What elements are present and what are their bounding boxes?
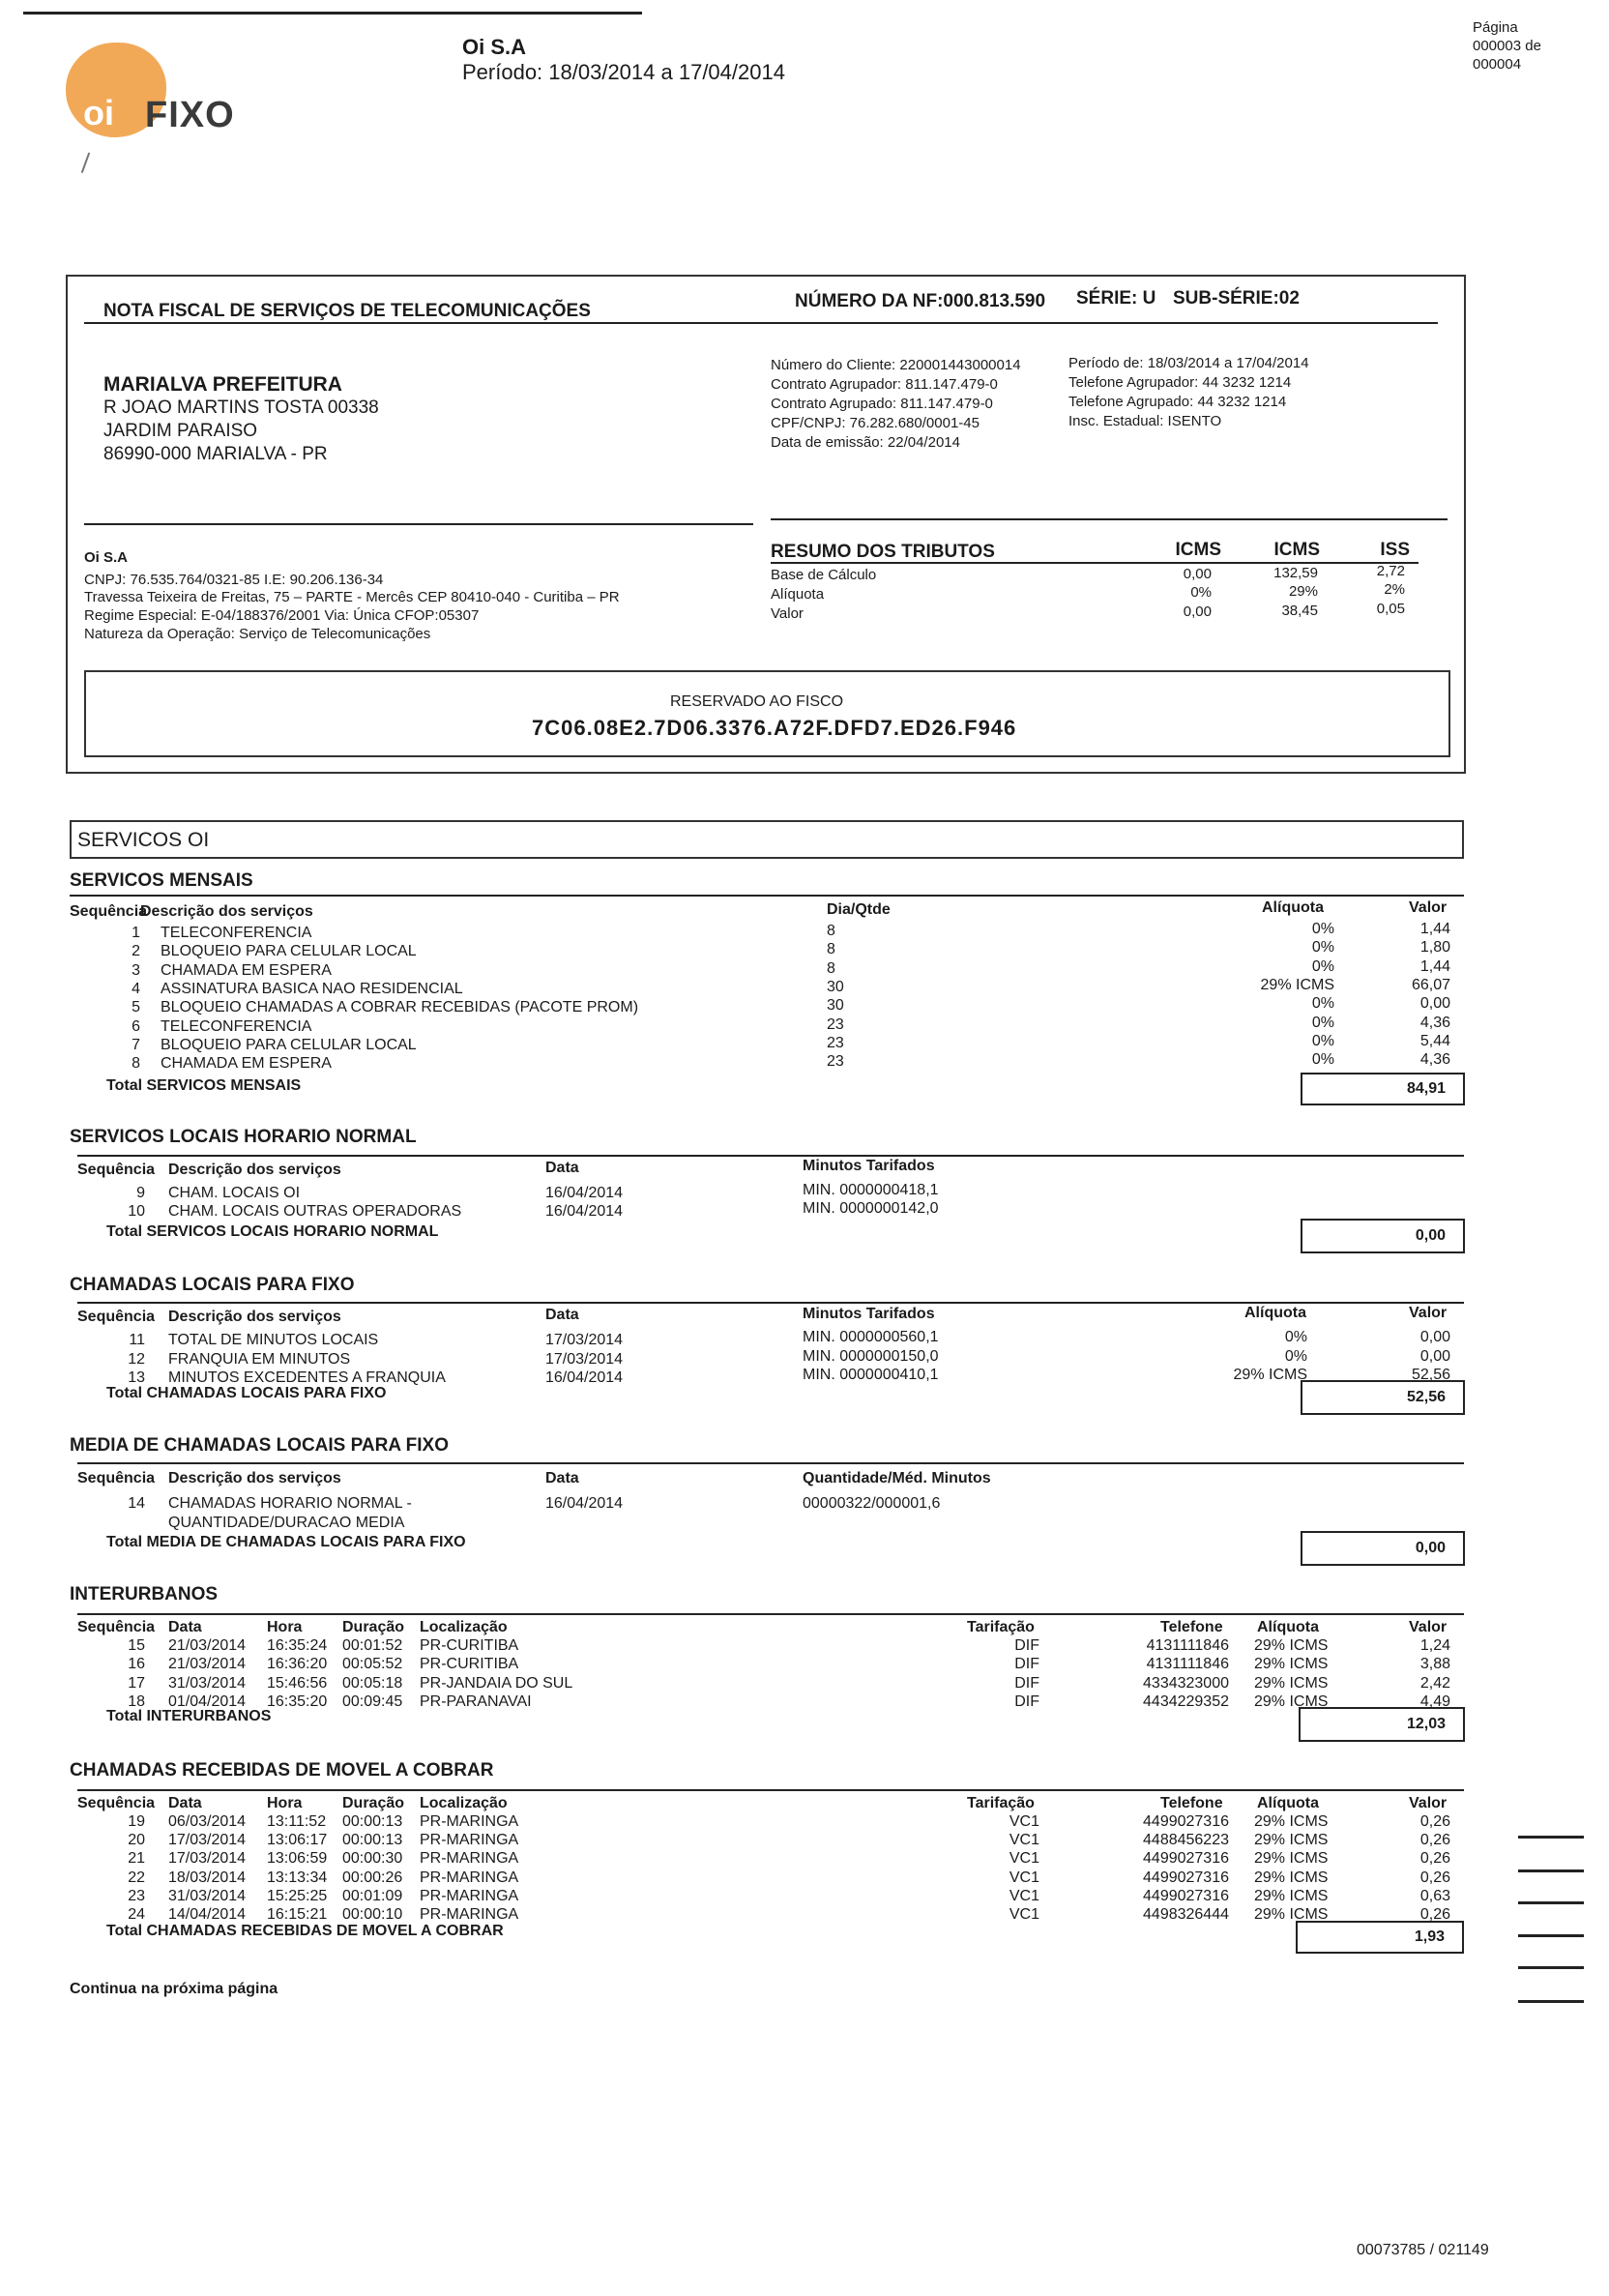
issuer-rule: [84, 523, 753, 525]
margin-tick: [1518, 1934, 1584, 1937]
locais-fixo-total-value: 52,56: [1406, 1389, 1446, 1405]
interurbanos-hdr: Telefone: [1160, 1619, 1223, 1635]
interurbanos-duration: 00:05:18: [342, 1674, 403, 1692]
locais-fixo-hdr-desc: Descrição dos serviços: [168, 1309, 341, 1325]
recebidas-hdr: Telefone: [1160, 1795, 1223, 1811]
recebidas-total-label: Total CHAMADAS RECEBIDAS DE MOVEL A COBRAR: [106, 1923, 504, 1939]
document-code: 00073785 / 021149: [1357, 2242, 1489, 2258]
recebidas-phone: 4499027316: [1143, 1813, 1229, 1830]
locais-fixo-hdr-min: Minutos Tarifados: [803, 1306, 935, 1322]
interurbanos-seq: 17: [128, 1674, 145, 1692]
interurbanos-rule: [77, 1613, 1464, 1615]
recebidas-seq: 21: [128, 1850, 145, 1868]
mensais-desc: CHAMADA EM ESPERA: [161, 1055, 332, 1073]
locais-fixo-min: MIN. 0000000150,0: [803, 1347, 939, 1365]
mensais-desc: BLOQUEIO PARA CELULAR LOCAL: [161, 943, 417, 960]
interurbanos-time: 16:35:20: [267, 1693, 328, 1710]
customer-district: JARDIM PARAISO: [103, 421, 258, 441]
interurbanos-tarifa: DIF: [1014, 1693, 1039, 1710]
locais-fixo-valor: 0,00: [1419, 1347, 1450, 1365]
recebidas-seq: 19: [128, 1813, 145, 1830]
period-detail: Período de: 18/03/2014 a 17/04/2014: [1068, 355, 1309, 371]
mensais-valor: 1,44: [1419, 921, 1450, 937]
media-rule: [77, 1462, 1464, 1464]
tributos-value: 132,59: [1273, 565, 1318, 581]
interurbanos-location: PR-PARANAVAI: [420, 1693, 532, 1710]
margin-tick: [1518, 1966, 1584, 1969]
locais-fixo-title: CHAMADAS LOCAIS PARA FIXO: [70, 1275, 355, 1295]
media-total-value: 0,00: [1415, 1540, 1446, 1556]
interurbanos-time: 16:36:20: [267, 1656, 328, 1673]
media-hdr-data: Data: [545, 1470, 579, 1487]
mensais-desc: ASSINATURA BASICA NAO RESIDENCIAL: [161, 980, 463, 997]
locais-normal-seq: 10: [128, 1203, 145, 1220]
interurbanos-phone: 4334323000: [1143, 1674, 1229, 1692]
locais-fixo-hdr-aliquota: Alíquota: [1244, 1305, 1306, 1321]
mensais-qtde: 23: [827, 1016, 844, 1033]
issuer-regime: Regime Especial: E-04/188376/2001 Via: Única CFOP:05307: [84, 607, 480, 624]
mensais-rule: [70, 895, 1464, 897]
locais-fixo-min: MIN. 0000000560,1: [803, 1329, 939, 1345]
telefone-agrupado: Telefone Agrupado: 44 3232 1214: [1068, 394, 1287, 410]
recebidas-time: 13:13:34: [267, 1869, 328, 1886]
mensais-seq: 3: [132, 961, 140, 979]
issuer-name: Oi S.A: [84, 549, 129, 566]
recebidas-hdr: Alíquota: [1257, 1795, 1319, 1811]
locais-fixo-seq: 12: [128, 1350, 145, 1368]
interurbanos-phone: 4131111846: [1146, 1637, 1229, 1654]
mensais-seq: 7: [132, 1036, 140, 1053]
issuer-natureza: Natureza da Operação: Serviço de Telecomunicações: [84, 626, 431, 642]
mensais-aliquota: 0%: [1311, 957, 1334, 975]
recebidas-total-box: [1296, 1921, 1464, 1954]
tributos-header-rule: [771, 562, 1419, 564]
fisco-label: RESERVADO AO FISCO: [670, 693, 844, 710]
customer-street: R JOAO MARTINS TOSTA 00338: [103, 397, 379, 418]
tributos-value: 0,00: [1183, 566, 1212, 582]
recebidas-date: 14/04/2014: [168, 1906, 247, 1923]
locais-normal-total-label: Total SERVICOS LOCAIS HORARIO NORMAL: [106, 1223, 439, 1240]
interurbanos-valor: 3,88: [1419, 1656, 1450, 1673]
recebidas-hdr: Tarifação: [967, 1795, 1035, 1811]
insc-estadual: Insc. Estadual: ISENTO: [1068, 413, 1222, 429]
interurbanos-seq: 15: [128, 1637, 145, 1654]
locais-normal-desc: CHAM. LOCAIS OUTRAS OPERADORAS: [168, 1203, 462, 1220]
media-total-label: Total MEDIA DE CHAMADAS LOCAIS PARA FIXO: [106, 1534, 466, 1550]
page-number: 000003 de: [1473, 38, 1541, 54]
recebidas-location: PR-MARINGA: [420, 1832, 519, 1849]
interurbanos-date: 01/04/2014: [168, 1693, 247, 1710]
media-hdr-desc: Descrição dos serviços: [168, 1470, 341, 1487]
tributos-value: 29%: [1288, 583, 1318, 600]
recebidas-aliquota: 29% ICMS: [1254, 1813, 1329, 1830]
mensais-aliquota: 29% ICMS: [1260, 976, 1334, 993]
interurbanos-hdr: Localização: [420, 1619, 508, 1635]
recebidas-tarifa: VC1: [1009, 1850, 1039, 1868]
interurbanos-time: 16:35:24: [267, 1637, 328, 1654]
recebidas-aliquota: 29% ICMS: [1254, 1832, 1329, 1849]
mensais-qtde: 23: [827, 1034, 844, 1051]
recebidas-aliquota: 29% ICMS: [1254, 1869, 1329, 1886]
recebidas-tarifa: VC1: [1009, 1906, 1039, 1923]
client-number: Número do Cliente: 220001443000014: [771, 357, 1021, 373]
media-title: MEDIA DE CHAMADAS LOCAIS PARA FIXO: [70, 1435, 449, 1456]
mensais-valor: 66,07: [1411, 976, 1450, 993]
contrato-agrupador: Contrato Agrupador: 811.147.479-0: [771, 376, 998, 393]
mensais-title: SERVICOS MENSAIS: [70, 870, 253, 891]
fisco-code: 7C06.08E2.7D06.3376.A72F.DFD7.ED26.F946: [532, 716, 1017, 740]
locais-fixo-valor: 52,56: [1411, 1367, 1450, 1383]
tributos-value: 2%: [1384, 581, 1405, 598]
recebidas-tarifa: VC1: [1009, 1869, 1039, 1886]
recebidas-phone: 4499027316: [1143, 1887, 1229, 1904]
interurbanos-total-box: [1299, 1707, 1465, 1742]
locais-normal-min: MIN. 0000000418,1: [803, 1182, 939, 1198]
nf-number: NÚMERO DA NF:000.813.590: [795, 291, 1046, 311]
nf-subserie: SUB-SÉRIE:02: [1173, 288, 1300, 309]
interurbanos-time: 15:46:56: [267, 1674, 328, 1692]
interurbanos-total-value: 12,03: [1406, 1716, 1446, 1732]
mensais-valor: 1,44: [1419, 957, 1450, 975]
locais-normal-total-box: [1301, 1219, 1465, 1253]
interurbanos-title: INTERURBANOS: [70, 1584, 219, 1604]
mensais-hdr-qtde: Dia/Qtde: [827, 901, 891, 918]
interurbanos-duration: 00:09:45: [342, 1693, 403, 1710]
mensais-qtde: 30: [827, 978, 844, 995]
interurbanos-date: 31/03/2014: [168, 1674, 247, 1692]
recebidas-aliquota: 29% ICMS: [1254, 1850, 1329, 1868]
tributos-row-label: Alíquota: [771, 586, 825, 603]
interurbanos-location: PR-CURITIBA: [420, 1637, 519, 1654]
mensais-valor: 5,44: [1419, 1032, 1450, 1049]
recebidas-seq: 20: [128, 1832, 145, 1849]
interurbanos-date: 21/03/2014: [168, 1637, 247, 1654]
locais-fixo-desc: MINUTOS EXCEDENTES A FRANQUIA: [168, 1369, 446, 1386]
mensais-seq: 2: [132, 943, 140, 960]
mensais-hdr-seq: Sequência: [70, 903, 148, 920]
recebidas-time: 13:06:59: [267, 1850, 328, 1868]
page-total: 000004: [1473, 56, 1522, 73]
locais-fixo-rule: [77, 1302, 1464, 1304]
recebidas-time: 13:06:17: [267, 1832, 328, 1849]
recebidas-valor: 0,63: [1419, 1887, 1450, 1904]
mensais-aliquota: 0%: [1311, 921, 1334, 937]
mensais-hdr-valor: Valor: [1409, 899, 1448, 916]
nf-title-rule: [84, 322, 1438, 324]
recebidas-location: PR-MARINGA: [420, 1813, 519, 1830]
interurbanos-hdr: Alíquota: [1257, 1619, 1319, 1635]
locais-normal-desc: CHAM. LOCAIS OI: [168, 1185, 301, 1201]
locais-fixo-date: 17/03/2014: [545, 1332, 624, 1348]
mensais-valor: 1,80: [1419, 939, 1450, 957]
recebidas-valor: 0,26: [1419, 1906, 1450, 1923]
locais-normal-hdr-desc: Descrição dos serviços: [168, 1162, 341, 1178]
customer-name: MARIALVA PREFEITURA: [103, 373, 342, 396]
issuer-cnpj: CNPJ: 76.535.764/0321-85 I.E: 90.206.136-34: [84, 572, 384, 588]
interurbanos-tarifa: DIF: [1014, 1656, 1039, 1673]
mensais-aliquota: 0%: [1311, 1014, 1334, 1031]
recebidas-phone: 4499027316: [1143, 1850, 1229, 1868]
mensais-qtde: 8: [827, 923, 835, 939]
tributos-rule: [771, 518, 1448, 520]
interurbanos-aliquota: 29% ICMS: [1254, 1637, 1329, 1654]
mensais-desc: TELECONFERENCIA: [161, 1017, 312, 1035]
recebidas-seq: 24: [128, 1906, 145, 1923]
tributos-value: 2,72: [1376, 563, 1405, 579]
logo-fixo-text: FIXO: [145, 95, 235, 135]
mensais-qtde: 8: [827, 959, 835, 977]
recebidas-total-value: 1,93: [1414, 1928, 1445, 1945]
recebidas-time: 16:15:21: [267, 1906, 328, 1923]
locais-fixo-aliquota: 29% ICMS: [1233, 1367, 1307, 1383]
interurbanos-tarifa: DIF: [1014, 1674, 1039, 1692]
tributos-value: 38,45: [1281, 603, 1318, 619]
interurbanos-hdr: Hora: [267, 1619, 303, 1635]
tributos-row-label: Base de Cálculo: [771, 567, 877, 583]
interurbanos-valor: 2,42: [1419, 1674, 1450, 1692]
recebidas-tarifa: VC1: [1009, 1832, 1039, 1849]
interurbanos-date: 21/03/2014: [168, 1656, 247, 1673]
mensais-valor: 4,36: [1419, 1051, 1450, 1069]
locais-normal-date: 16/04/2014: [545, 1203, 624, 1220]
locais-fixo-hdr-data: Data: [545, 1307, 579, 1323]
issue-date: Data de emissão: 22/04/2014: [771, 434, 960, 451]
media-desc-line1: CHAMADAS HORARIO NORMAL -: [168, 1495, 412, 1512]
interurbanos-valor: 1,24: [1419, 1637, 1450, 1654]
tributos-title: RESUMO DOS TRIBUTOS: [771, 542, 995, 562]
locais-fixo-seq: 13: [128, 1369, 145, 1386]
interurbanos-hdr: Valor: [1409, 1619, 1448, 1635]
media-total-box: [1301, 1531, 1465, 1566]
tributos-col-icms-2: ICMS: [1273, 540, 1320, 560]
continue-note: Continua na próxima página: [70, 1981, 278, 1997]
mensais-aliquota: 0%: [1311, 995, 1334, 1013]
locais-fixo-aliquota: 0%: [1284, 1347, 1307, 1365]
recebidas-date: 17/03/2014: [168, 1832, 247, 1849]
recebidas-phone: 4488456223: [1143, 1832, 1229, 1849]
telefone-agrupador: Telefone Agrupador: 44 3232 1214: [1068, 374, 1292, 391]
recebidas-location: PR-MARINGA: [420, 1906, 519, 1923]
locais-fixo-desc: FRANQUIA EM MINUTOS: [168, 1350, 351, 1368]
recebidas-seq: 23: [128, 1887, 145, 1904]
mensais-total-value: 84,91: [1406, 1080, 1446, 1097]
recebidas-title: CHAMADAS RECEBIDAS DE MOVEL A COBRAR: [70, 1760, 494, 1781]
recebidas-hdr: Sequência: [77, 1795, 156, 1811]
media-seq: 14: [128, 1495, 145, 1512]
margin-tick: [1518, 1901, 1584, 1904]
recebidas-tarifa: VC1: [1009, 1813, 1039, 1830]
recebidas-location: PR-MARINGA: [420, 1869, 519, 1886]
interurbanos-aliquota: 29% ICMS: [1254, 1693, 1329, 1710]
recebidas-hdr: Data: [168, 1795, 202, 1811]
interurbanos-valor: 4,49: [1419, 1693, 1450, 1710]
locais-normal-min: MIN. 0000000142,0: [803, 1200, 939, 1217]
recebidas-rule: [77, 1789, 1464, 1791]
nf-serie: SÉRIE: U: [1076, 288, 1156, 309]
recebidas-seq: 22: [128, 1869, 145, 1886]
recebidas-hdr: Hora: [267, 1795, 303, 1811]
recebidas-date: 17/03/2014: [168, 1850, 247, 1868]
header-company: Oi S.A: [462, 35, 527, 59]
interurbanos-duration: 00:05:52: [342, 1656, 403, 1673]
locais-normal-rule: [77, 1155, 1464, 1157]
media-date: 16/04/2014: [545, 1495, 624, 1512]
locais-normal-hdr-min: Minutos Tarifados: [803, 1158, 935, 1174]
mensais-seq: 1: [132, 925, 140, 941]
mensais-qtde: 23: [827, 1053, 844, 1071]
recebidas-time: 15:25:25: [267, 1887, 328, 1904]
recebidas-hdr: Duração: [342, 1795, 405, 1811]
logo-oi-text: oi: [83, 93, 114, 132]
tributos-col-icms-1: ICMS: [1175, 540, 1221, 560]
recebidas-duration: 00:00:30: [342, 1850, 403, 1868]
recebidas-hdr: Localização: [420, 1795, 508, 1811]
cpf-cnpj: CPF/CNPJ: 76.282.680/0001-45: [771, 415, 980, 431]
interurbanos-hdr: Duração: [342, 1619, 405, 1635]
recebidas-duration: 00:00:13: [342, 1813, 403, 1830]
services-title: SERVICOS OI: [77, 829, 210, 851]
mensais-valor: 0,00: [1419, 995, 1450, 1013]
interurbanos-hdr: Tarifação: [967, 1619, 1035, 1635]
tributos-row-label: Valor: [771, 605, 804, 622]
media-desc-line2: QUANTIDADE/DURACAO MEDIA: [168, 1515, 405, 1531]
interurbanos-aliquota: 29% ICMS: [1254, 1674, 1329, 1692]
mensais-qtde: 30: [827, 997, 844, 1015]
mensais-seq: 5: [132, 999, 140, 1016]
interurbanos-seq: 16: [128, 1656, 145, 1673]
mensais-valor: 4,36: [1419, 1014, 1450, 1031]
issuer-address: Travessa Teixeira de Freitas, 75 – PARTE - Mercês CEP 80410-040 - Curitiba – PR: [84, 589, 620, 605]
locais-fixo-total-box: [1301, 1380, 1465, 1415]
locais-fixo-total-label: Total CHAMADAS LOCAIS PARA FIXO: [106, 1385, 387, 1401]
locais-normal-total-value: 0,00: [1415, 1227, 1446, 1244]
locais-fixo-valor: 0,00: [1419, 1329, 1450, 1345]
top-rule: [23, 12, 642, 15]
media-hdr-seq: Sequência: [77, 1470, 156, 1487]
locais-fixo-aliquota: 0%: [1284, 1329, 1307, 1345]
margin-tick: [1518, 2000, 1584, 2003]
mensais-total-label: Total SERVICOS MENSAIS: [106, 1077, 302, 1094]
tributos-value: 0,00: [1183, 603, 1212, 620]
reservado-fisco-box: [84, 670, 1450, 757]
mensais-seq: 4: [132, 980, 140, 997]
locais-fixo-hdr-valor: Valor: [1409, 1305, 1448, 1321]
interurbanos-location: PR-JANDAIA DO SUL: [420, 1674, 573, 1692]
interurbanos-hdr: Sequência: [77, 1619, 156, 1635]
recebidas-location: PR-MARINGA: [420, 1887, 519, 1904]
mensais-desc: CHAMADA EM ESPERA: [161, 961, 332, 979]
contrato-agrupado: Contrato Agrupado: 811.147.479-0: [771, 396, 993, 412]
interurbanos-aliquota: 29% ICMS: [1254, 1656, 1329, 1673]
interurbanos-hdr: Data: [168, 1619, 202, 1635]
pen-mark: [81, 153, 104, 179]
recebidas-phone: 4498326444: [1143, 1906, 1229, 1923]
mensais-aliquota: 0%: [1311, 1051, 1334, 1069]
interurbanos-phone: 4131111846: [1146, 1656, 1229, 1673]
recebidas-valor: 0,26: [1419, 1832, 1450, 1849]
recebidas-hdr: Valor: [1409, 1795, 1448, 1811]
margin-tick: [1518, 1869, 1584, 1872]
locais-fixo-date: 17/03/2014: [545, 1350, 624, 1368]
recebidas-duration: 00:00:13: [342, 1832, 403, 1849]
mensais-hdr-aliquota: Alíquota: [1262, 899, 1324, 916]
interurbanos-seq: 18: [128, 1693, 145, 1710]
interurbanos-tarifa: DIF: [1014, 1637, 1039, 1654]
recebidas-aliquota: 29% ICMS: [1254, 1906, 1329, 1923]
media-qty: 00000322/000001,6: [803, 1495, 941, 1512]
recebidas-date: 18/03/2014: [168, 1869, 247, 1886]
mensais-desc: BLOQUEIO CHAMADAS A COBRAR RECEBIDAS (PACOTE PROM): [161, 999, 639, 1016]
mensais-qtde: 8: [827, 941, 835, 958]
locais-fixo-date: 16/04/2014: [545, 1369, 624, 1386]
mensais-total-box: [1301, 1073, 1465, 1105]
mensais-desc: BLOQUEIO PARA CELULAR LOCAL: [161, 1036, 417, 1053]
nf-title: NOTA FISCAL DE SERVIÇOS DE TELECOMUNICAÇÕES: [103, 301, 591, 321]
recebidas-time: 13:11:52: [267, 1813, 327, 1830]
locais-fixo-seq: 11: [129, 1332, 145, 1348]
locais-fixo-hdr-seq: Sequência: [77, 1309, 156, 1325]
mensais-aliquota: 0%: [1311, 939, 1334, 957]
mensais-desc: TELECONFERENCIA: [161, 925, 312, 941]
mensais-aliquota: 0%: [1311, 1032, 1334, 1049]
recebidas-location: PR-MARINGA: [420, 1850, 519, 1868]
page-label: Página: [1473, 19, 1518, 36]
tributos-col-iss: ISS: [1380, 540, 1410, 560]
recebidas-duration: 00:01:09: [342, 1887, 403, 1904]
locais-fixo-min: MIN. 0000000410,1: [803, 1367, 939, 1383]
recebidas-date: 31/03/2014: [168, 1887, 247, 1904]
interurbanos-duration: 00:01:52: [342, 1637, 403, 1654]
locais-normal-seq: 9: [136, 1185, 145, 1201]
recebidas-phone: 4499027316: [1143, 1869, 1229, 1886]
interurbanos-location: PR-CURITIBA: [420, 1656, 519, 1673]
locais-normal-hdr-data: Data: [545, 1160, 579, 1176]
locais-normal-hdr-seq: Sequência: [77, 1162, 156, 1178]
recebidas-duration: 00:00:10: [342, 1906, 403, 1923]
header-period: Período: 18/03/2014 a 17/04/2014: [462, 60, 785, 84]
interurbanos-total-label: Total INTERURBANOS: [106, 1708, 272, 1724]
mensais-seq: 6: [132, 1017, 140, 1035]
tributos-value: 0,05: [1376, 601, 1405, 617]
customer-city: 86990-000 MARIALVA - PR: [103, 444, 328, 464]
recebidas-date: 06/03/2014: [168, 1813, 247, 1830]
locais-fixo-desc: TOTAL DE MINUTOS LOCAIS: [168, 1332, 379, 1348]
recebidas-tarifa: VC1: [1009, 1887, 1039, 1904]
recebidas-duration: 00:00:26: [342, 1869, 403, 1886]
recebidas-valor: 0,26: [1419, 1850, 1450, 1868]
mensais-seq: 8: [132, 1055, 140, 1073]
margin-tick: [1518, 1836, 1584, 1839]
services-header-box: [70, 820, 1464, 859]
recebidas-valor: 0,26: [1419, 1813, 1450, 1830]
recebidas-valor: 0,26: [1419, 1869, 1450, 1886]
mensais-hdr-desc: Descrição dos serviços: [140, 903, 313, 920]
locais-normal-title: SERVICOS LOCAIS HORARIO NORMAL: [70, 1127, 417, 1147]
interurbanos-phone: 4434229352: [1143, 1693, 1229, 1710]
tributos-value: 0%: [1190, 584, 1212, 601]
recebidas-aliquota: 29% ICMS: [1254, 1887, 1329, 1904]
media-hdr-qty: Quantidade/Méd. Minutos: [803, 1470, 991, 1487]
locais-normal-date: 16/04/2014: [545, 1185, 624, 1201]
